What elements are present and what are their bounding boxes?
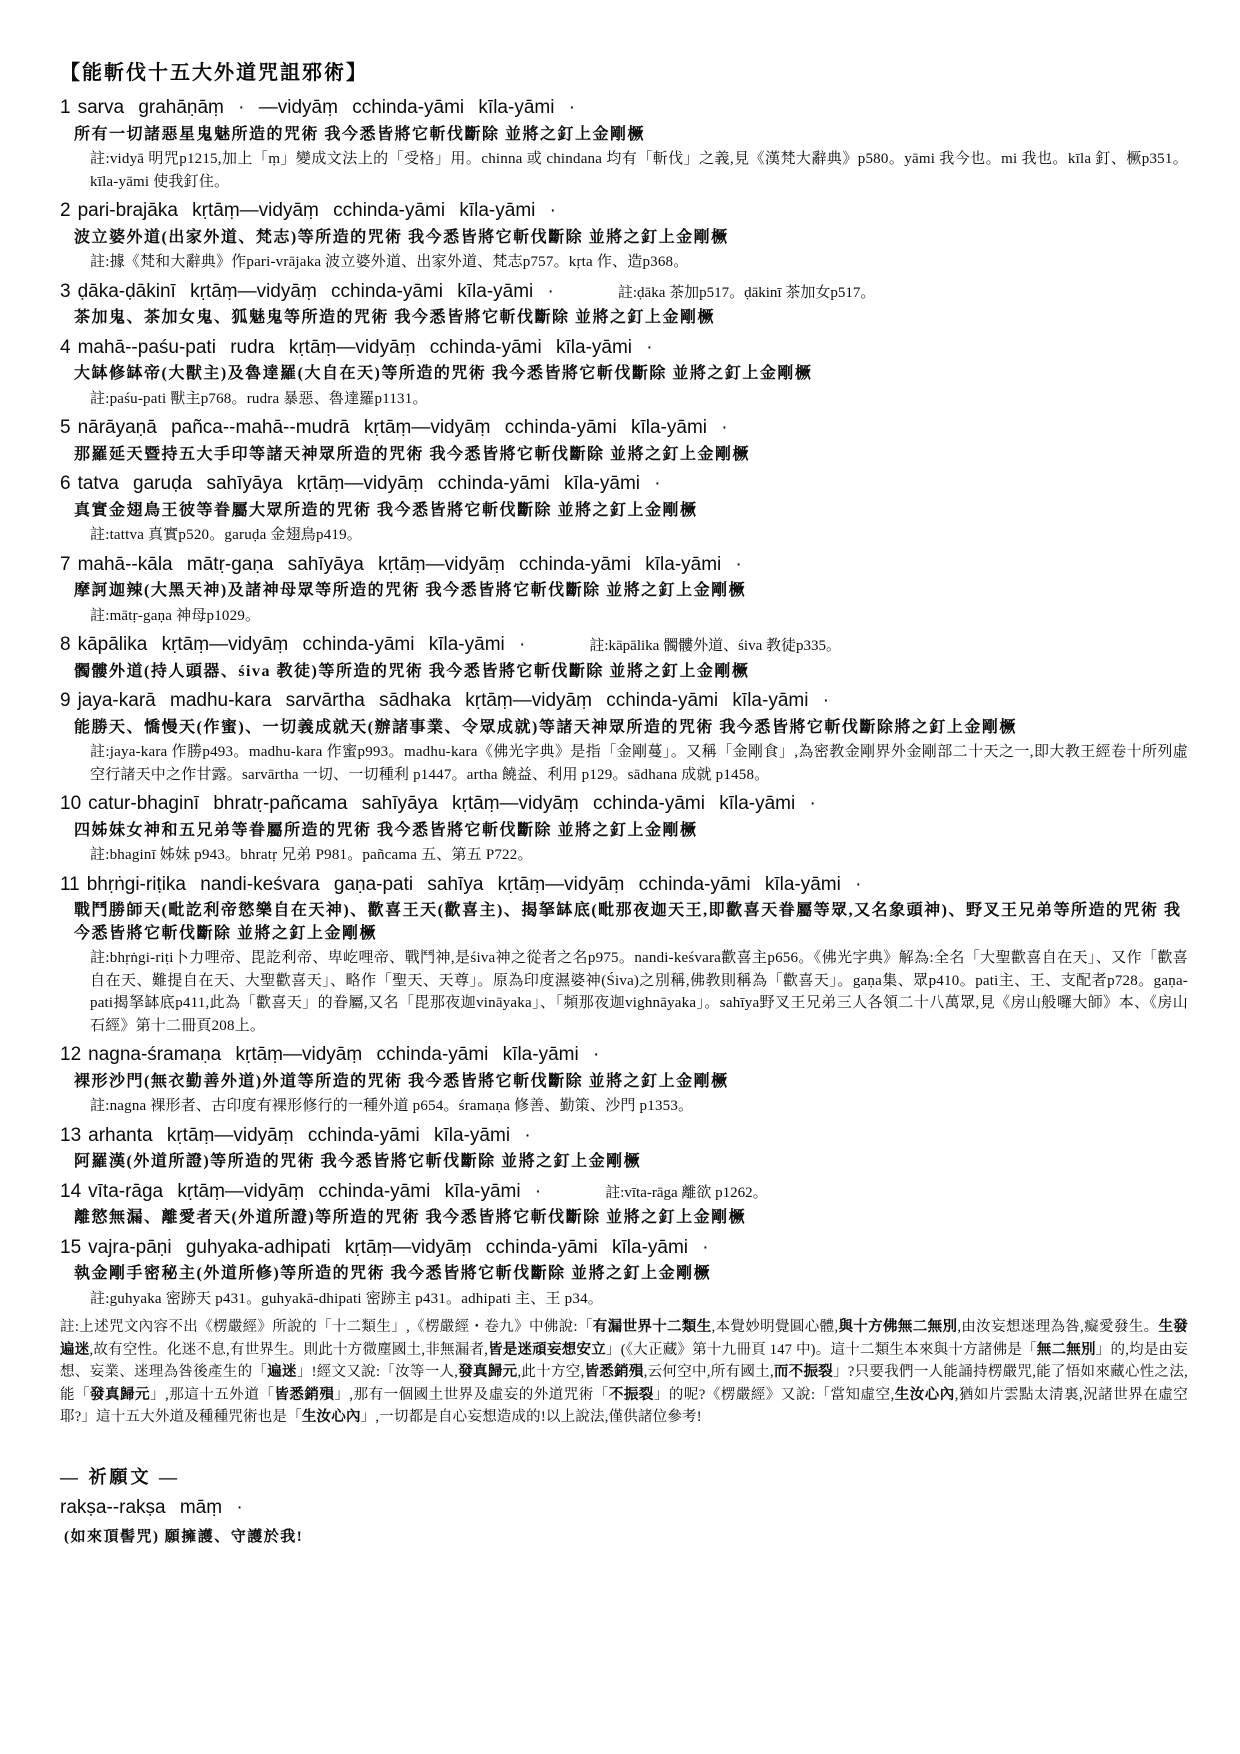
mantra-item (60, 552, 1188, 628)
item-sanskrit-line (60, 872, 1188, 898)
item-note: 註:nagna 裸形者、古印度有裸形修行的一種外道 p654。śramaṇa 修善、勤策、沙門 p1353。 (90, 1098, 694, 1115)
prayer-sanskrit-text: rakṣa--rakṣa māṃ · (60, 1496, 243, 1518)
page-title: 【能斬伐十五大外道咒詛邪術】 (60, 62, 368, 84)
closing-note-segment: ,此十方空, (517, 1364, 585, 1381)
item-sanskrit-text: mahā--kāla mātṛ-gaṇa sahīyāya kṛtāṃ—vidyāṃ cchinda-yāmi kīla-yāmi · (77, 553, 742, 575)
item-note: 註:tattva 真實p520。garuḍa 金翅鳥p419。 (90, 527, 362, 544)
item-number: 7 (60, 553, 71, 575)
item-chinese-translation: 戰鬥勝師天(毗訖利帝慾樂自在天神)、歡喜王天(歡喜主)、揭拏缽底(毗那夜迦天王,即歡喜天眷屬等眾,又名象頭神)、野叉王兄弟等所造的咒術 我今悉皆將它斬伐斷除 並將之釘上金剛橛 (74, 902, 1182, 942)
item-sanskrit-line (60, 1042, 1188, 1068)
item-number: 12 (60, 1044, 82, 1066)
item-notes (90, 388, 1188, 411)
item-inline-note: 註:kāpālika 髑髏外道、śiva 教徒p335。 (589, 638, 841, 655)
mantra-item (60, 198, 1188, 274)
closing-note-bold-segment: 生汝心內 (894, 1386, 955, 1403)
item-chinese-translation: 能勝天、憍慢天(作蜜)、一切義成就天(辦諸事業、令眾成就)等諸天神眾所造的咒術 我今悉皆將它斬伐斷除將之釘上金剛橛 (74, 718, 1017, 736)
closing-note-segment: 」的,均是由妄想、妄業、迷理為咎後產生的「 (60, 1341, 1188, 1381)
closing-note-bold-segment: 發真歸元 (90, 1386, 151, 1403)
closing-note-segment: ,云何空中,所有國土, (643, 1364, 774, 1381)
mantra-item (60, 1042, 1188, 1118)
item-number: 2 (60, 200, 71, 222)
closing-note-bold-segment: 無二無別 (1036, 1341, 1096, 1358)
item-sanskrit-text: tatva garuḍa sahīyāya kṛtāṃ—vidyāṃ cchinda-yāmi kīla-yāmi · (77, 473, 661, 495)
item-sanskrit-text: nārāyaṇā pañca--mahā--mudrā kṛtāṃ—vidyāṃ cchinda-yāmi kīla-yāmi · (77, 417, 728, 439)
item-inline-note: 註:ḍāka 茶加p517。ḍākinī 茶加女p517。 (617, 284, 876, 301)
closing-note-bold-segment: 不振裂 (608, 1386, 654, 1403)
item-notes (90, 741, 1188, 786)
item-sanskrit-line (60, 1235, 1188, 1261)
closing-note-bold-segment: 有漏世界十二類生 (592, 1319, 712, 1336)
closing-note-bold-segment: 皆是迷頑妄想安立 (488, 1341, 606, 1358)
mantra-item (60, 1123, 1188, 1174)
item-number: 10 (60, 793, 82, 815)
item-sanskrit-line (60, 1179, 1188, 1205)
item-number: 15 (60, 1236, 82, 1258)
item-notes (90, 1288, 1188, 1311)
mantra-item (60, 335, 1188, 411)
item-chinese-translation: 髑髏外道(持人頭器、śiva 教徒)等所造的咒術 我今悉皆將它斬伐斷除 並將之釘上金剛橛 (74, 662, 750, 680)
item-sanskrit-text: vajra-pāṇi guhyaka-adhipati kṛtāṃ—vidyāṃ cchinda-yāmi kīla-yāmi · (88, 1236, 709, 1258)
prayer-chinese-translation: (如來頂髻咒) 願擁護、守護於我! (64, 1528, 304, 1545)
item-sanskrit-line (60, 688, 1188, 714)
item-sanskrit-text: ḍāka-ḍākinī kṛtāṃ—vidyāṃ cchinda-yāmi kīla-yāmi · (77, 280, 554, 302)
item-chinese-translation: 波立婆外道(出家外道、梵志)等所造的咒術 我今悉皆將它斬伐斷除 並將之釘上金剛橛 (74, 228, 729, 246)
closing-note-bold-segment: 發真歸元 (458, 1364, 518, 1381)
item-sanskrit-text: pari-brajāka kṛtāṃ—vidyāṃ cchinda-yāmi kīla-yāmi · (77, 200, 556, 222)
item-sanskrit-text: vīta-rāga kṛtāṃ—vidyāṃ cchinda-yāmi kīla-yāmi · (88, 1180, 542, 1202)
item-sanskrit-text: nagna-śramaṇa kṛtāṃ—vidyāṃ cchinda-yāmi kīla-yāmi · (88, 1044, 600, 1066)
item-number: 8 (60, 634, 71, 656)
item-notes (90, 524, 1188, 547)
closing-note-bold-segment: 而不振裂 (773, 1364, 834, 1381)
item-number: 9 (60, 690, 71, 712)
item-note: 註:paśu-pati 獸主p768。rudra 暴惡、魯達羅p1131。 (90, 390, 428, 407)
closing-commentary (60, 1316, 1188, 1428)
item-note: 註:bhaginī 姊妹 p943。bhratṛ 兄弟 P981。pañcama 五、第五 P722。 (90, 847, 533, 864)
closing-note-segment: 」的呢?《楞嚴經》又說:「當知虛空, (653, 1386, 895, 1403)
item-sanskrit-line (60, 279, 1188, 305)
mantra-item (60, 95, 1188, 193)
closing-note-segment: 」!經文又說:「汝等一人, (296, 1364, 459, 1381)
item-number: 1 (60, 97, 71, 118)
item-number: 3 (60, 280, 71, 302)
mantra-item (60, 632, 1188, 683)
item-note: 註:mātṛ-gaṇa 神母p1029。 (90, 607, 261, 624)
item-notes (90, 148, 1188, 193)
closing-note-segment: 」?只要我們一人能誦持楞嚴咒,能了悟如來藏心性之法,能「 (60, 1364, 1188, 1403)
closing-note-segment: 」,那這十五外道「 (150, 1386, 275, 1403)
item-sanskrit-line (60, 632, 1188, 658)
item-notes (90, 947, 1188, 1037)
closing-note-segment: 」,一切都是自心妄想造成的!以上說法,僅供諸位參考! (360, 1409, 702, 1426)
item-note: 註:jaya-kara 作勝p493。madhu-kara 作蜜p993。madhu-kara《佛光字典》是指「金剛蔓」。又稱「金剛食」,為密教金剛界外金剛部二十天之一,即大教王經卷十所列虛空行諸天中之作甘露。sarvārtha 一切、一切種利 p1447。artha 饒益、利用 p129。sādhana 成就 p1458。 (90, 744, 1188, 783)
closing-note-segment: 」(《大正藏》第十九冊頁 147 中)。這十二類生本來與十方諸佛是「 (605, 1341, 1037, 1358)
item-sanskrit-text: catur-bhaginī bhratṛ-pañcama sahīyāya kṛtāṃ—vidyāṃ cchinda-yāmi kīla-yāmi · (88, 793, 816, 815)
closing-note-bold-segment: 與十方佛無二無別 (838, 1319, 958, 1336)
mantra-item (60, 471, 1188, 547)
closing-note-segment: ,故有空性。化迷不息,有世界生。則此十方微塵國土,非無漏者, (89, 1341, 489, 1358)
closing-note-bold-segment: 皆悉銷殞 (584, 1364, 644, 1381)
mantra-item (60, 791, 1188, 867)
mantra-item (60, 415, 1188, 466)
item-notes (90, 605, 1188, 628)
item-sanskrit-line (60, 791, 1188, 817)
item-note: 註:bhṛṅgi-riṭi卜力哩帝、毘訖利帝、卑屹哩帝、戰鬥神,是śiva神之從者之名p975。nandi-keśvara歡喜主p656。《佛光字典》解為:全名「大聖歡喜自在天」、又作「歡喜自在天、難提自在天、大聖歡喜天」、略作「聖天、天尊」。原為印度濕婆神(Śiva)之別稱,佛教則稱為「歡喜天」。gaṇa集、眾p410。pati主、王、支配者p728。gaṇa-pati揭拏缽底p411,此為「歡喜天」的眷屬,又名「毘那夜迦vināyaka」、「頻那夜迦vighnāyaka」。sahīya野叉王兄弟三人各領二十八萬眾,見《房山般囉大師》本、《房山石經》第十二冊頁208上。 (90, 950, 1188, 1034)
item-number: 4 (60, 336, 71, 358)
closing-note-bold-segment: 遍迷 (267, 1364, 297, 1381)
closing-note-bold-segment: 生發遍迷 (60, 1319, 1189, 1358)
item-note: 註:據《梵和大辭典》作pari-vrājaka 波立婆外道、出家外道、梵志p757。kṛta 作、造p368。 (90, 254, 689, 271)
item-chinese-translation: 大缽修缽帝(大獸主)及魯達羅(大自在天)等所造的咒術 我今悉皆將它斬伐斷除 並將之釘上金剛橛 (74, 365, 813, 383)
mantra-item (60, 279, 1188, 330)
item-sanskrit-text: sarva grahāṇāṃ · —vidyāṃ cchinda-yāmi kīla-yāmi · (77, 97, 576, 118)
item-notes (90, 251, 1188, 274)
item-sanskrit-line (60, 471, 1188, 497)
closing-note-segment: ,本覺妙明覺圓心體, (711, 1319, 839, 1336)
item-notes (90, 1095, 1188, 1118)
item-chinese-translation: 茶加鬼、茶加女鬼、狐魅鬼等所造的咒術 我今悉皆將它斬伐斷除 並將之釘上金剛橛 (74, 309, 716, 327)
item-sanskrit-text: mahā--paśu-pati rudra kṛtāṃ—vidyāṃ cchinda-yāmi kīla-yāmi · (77, 336, 653, 358)
item-number: 6 (60, 473, 71, 495)
item-sanskrit-line (60, 95, 1188, 121)
item-sanskrit-line (60, 415, 1188, 441)
item-number: 5 (60, 417, 71, 439)
mantra-item (60, 1179, 1188, 1230)
item-sanskrit-line (60, 552, 1188, 578)
item-note: 註:vidyā 明咒p1215,加上「ṃ」變成文法上的「受格」用。chinna 或 chindana 均有「斬伐」之義,見《漢梵大辭典》p580。yāmi 我今也。mi 我也。kīla 釘、橛p351。kīla-yāmi 使我釘住。 (90, 151, 1188, 190)
closing-note-bold-segment: 皆悉銷殞 (274, 1386, 335, 1403)
item-chinese-translation: 阿羅漢(外道所證)等所造的咒術 我今悉皆將它斬伐斷除 並將之釘上金剛橛 (74, 1153, 642, 1171)
item-chinese-translation: 裸形沙門(無衣勤善外道)外道等所造的咒術 我今悉皆將它斬伐斷除 並將之釘上金剛橛 (74, 1072, 729, 1090)
mantra-item (60, 872, 1188, 1037)
item-number: 11 (60, 873, 80, 895)
prayer-section (60, 1463, 1188, 1546)
item-sanskrit-line (60, 198, 1188, 224)
mantra-items-list (60, 95, 1188, 1310)
item-note: 註:guhyaka 密跡天 p431。guhyakā-dhipati 密跡主 p431。adhipati 主、王 p34。 (90, 1290, 603, 1307)
item-chinese-translation: 離慾無漏、離愛者天(外道所證)等所造的咒術 我今悉皆將它斬伐斷除 並將之釘上金剛橛 (74, 1209, 747, 1227)
mantra-item (60, 1235, 1188, 1311)
item-notes (90, 844, 1188, 867)
item-sanskrit-line (60, 335, 1188, 361)
item-inline-note: 註:vīta-rāga 離欲 p1262。 (605, 1184, 768, 1201)
item-sanskrit-text: kāpālika kṛtāṃ—vidyāṃ cchinda-yāmi kīla-yāmi · (77, 634, 526, 656)
item-chinese-translation: 執金剛手密秘主(外道所修)等所造的咒術 我今悉皆將它斬伐斷除 並將之釘上金剛橛 (74, 1265, 712, 1283)
item-chinese-translation: 所有一切諸惡星鬼魅所造的咒術 我今悉皆將它斬伐斷除 並將之釘上金剛橛 (74, 125, 646, 143)
item-sanskrit-text: bhṛṅgi-riṭika nandi-keśvara gaṇa-pati sahīya kṛtāṃ—vidyāṃ cchinda-yāmi kīla-yāmi · (86, 873, 862, 895)
item-chinese-translation: 真實金翅鳥王彼等眷屬大眾所造的咒術 我今悉皆將它斬伐斷除 並將之釘上金剛橛 (74, 501, 698, 519)
item-sanskrit-line (60, 1123, 1188, 1149)
item-number: 14 (60, 1180, 82, 1202)
item-chinese-translation: 那羅延天暨持五大手印等諸天神眾所造的咒術 我今悉皆將它斬伐斷除 並將之釘上金剛橛 (74, 445, 751, 463)
item-number: 13 (60, 1124, 82, 1146)
item-chinese-translation: 摩訶迦辣(大黑天神)及諸神母眾等所造的咒術 我今悉皆將它斬伐斷除 並將之釘上金剛橛 (74, 582, 747, 600)
item-chinese-translation: 四姊妹女神和五兄弟等眷屬所造的咒術 我今悉皆將它斬伐斷除 並將之釘上金剛橛 (74, 821, 698, 839)
item-sanskrit-text: arhanta kṛtāṃ—vidyāṃ cchinda-yāmi kīla-yāmi · (88, 1124, 531, 1146)
prayer-heading: — 祈願文 — (60, 1466, 180, 1487)
closing-note-segment: ,猶如片雲點太清裏,況諸世界在虛空耶?」這十五大外道及種種咒術也是「 (60, 1386, 1188, 1426)
closing-note-segment: 」,那有一個國土世界及虛妄的外道咒術「 (334, 1386, 609, 1403)
closing-note-bold-segment: 生汝心內 (301, 1409, 361, 1426)
mantra-item (60, 688, 1188, 786)
item-sanskrit-text: jaya-karā madhu-kara sarvārtha sādhaka kṛtāṃ—vidyāṃ cchinda-yāmi kīla-yāmi · (77, 690, 830, 712)
closing-note-segment: 註:上述咒文內容不出《楞嚴經》所說的「十二類生」,《楞嚴經・卷九》中佛說:「 (60, 1319, 593, 1336)
closing-note-segment: ,由汝妄想迷理為咎,癡愛發生。 (957, 1319, 1159, 1336)
